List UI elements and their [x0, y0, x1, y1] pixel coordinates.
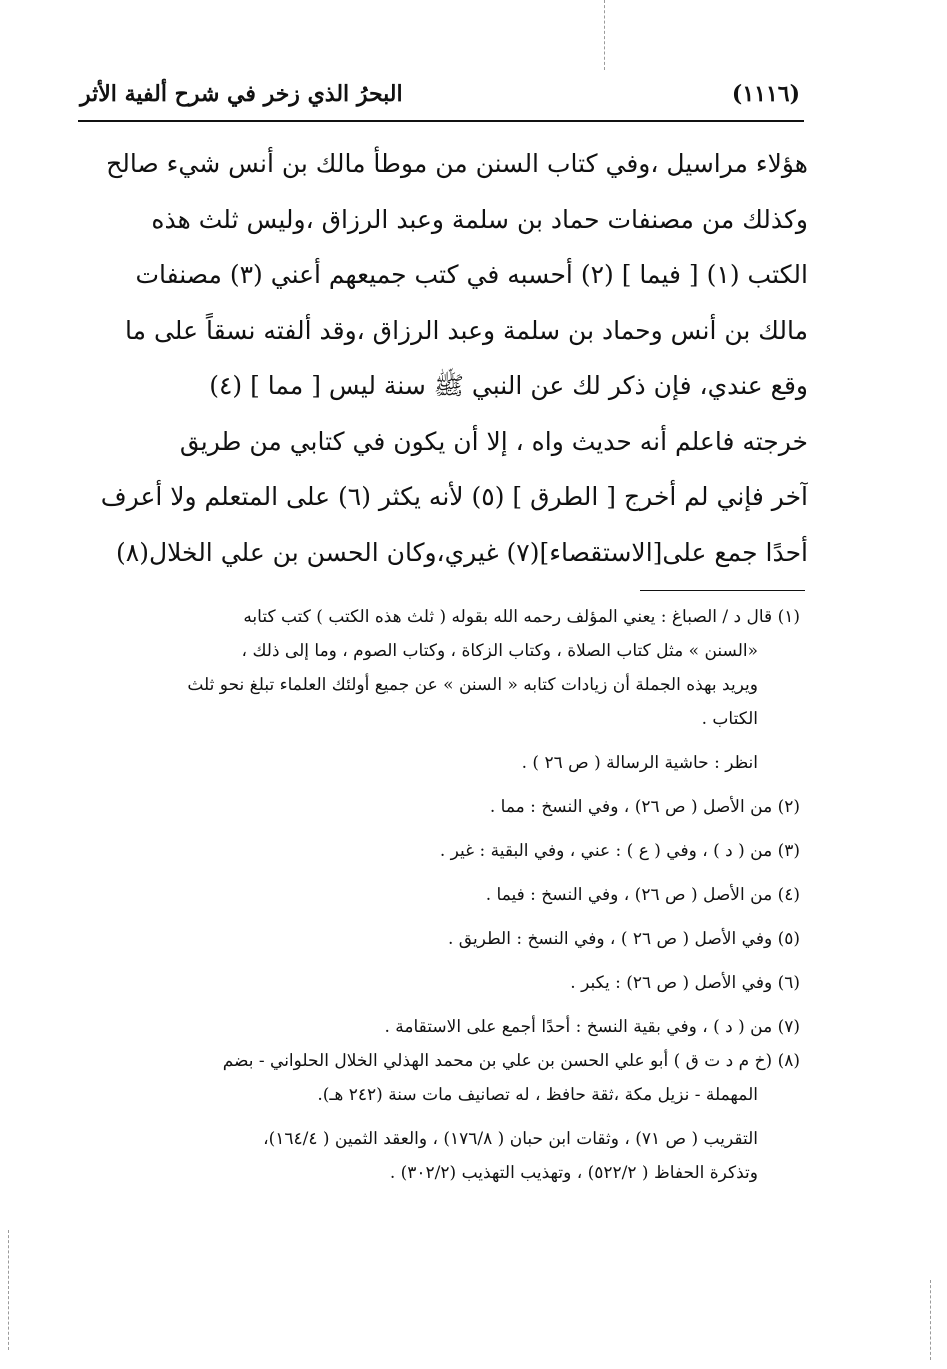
main-text-line: أحدًا جمع على[الاستقصاء](٧) غيري،وكان الحسن بن علي الخلال(٨): [116, 537, 808, 567]
footnote-line: (٦) وفي الأصل ( ص ٢٦) : يكبر .: [570, 973, 800, 993]
header-rule: [78, 120, 804, 122]
footnote-line: التقريب ( ص ٧١) ، وثقات ابن حبان ( ١٧٦/٨) ، والعقد الثمين ( ١٦٤/٤)،: [263, 1129, 758, 1149]
main-text: [70, 136, 808, 580]
main-text-line: هؤلاء مراسيل ،وفي كتاب السنن من موطأ مالك بن أنس شيء صالح: [106, 149, 808, 178]
scan-artifact: [8, 1230, 9, 1350]
footnote-line: (٤) من الأصل ( ص ٢٦) ، وفي النسخ : فيما .: [485, 885, 800, 905]
footnote-line: ويريد بهذه الجملة أن زيادات كتابه « السنن » عن جميع أولئك العلماء تبلغ نحو ثلث: [187, 675, 758, 695]
footnotes: [80, 600, 800, 1190]
footnote-line: (٣) من ( د ) ، وفي ( ع ) : عني ، وفي البقية : غير .: [439, 841, 800, 861]
running-title: البحرُ الذي زخر في شرح ألفية الأثر: [80, 81, 403, 107]
footnote-line: وتذكرة الحفاظ ( ٥٢٢/٢) ، وتهذيب التهذيب (٣٠٢/٢) .: [389, 1163, 758, 1183]
footnote-line: المهملة - نزيل مكة ،ثقة حافظ ، له تصانيف مات سنة (٢٤٢ هـ).: [317, 1085, 758, 1105]
page-number: (١١١٦): [731, 81, 800, 107]
main-text-line: الكتب (١) [ فيما ] (٢) أحسبه في كتب جميعهم أعني (٣) مصنفات: [135, 260, 808, 289]
main-text-line: وكذلك من مصنفات حماد بن سلمة وعبد الرزاق ،وليس ثلث هذه: [151, 204, 808, 234]
scan-artifact: [604, 0, 605, 70]
footnote-line: الكتاب .: [701, 709, 758, 729]
scan-artifact: [930, 1280, 931, 1360]
footnote-line: (٨) (خ م د ت ق ) أبو علي الحسن بن علي بن محمد الهذلي الخلال الحلواني - بضم: [222, 1051, 800, 1071]
main-text-line: مالك بن أنس وحماد بن سلمة وعبد الرزاق ،وقد ألفته نسقاً على ما: [125, 315, 808, 345]
footnote-separator: [640, 590, 805, 591]
footnote-line: «السنن » مثل كتاب الصلاة ، وكتاب الزكاة ، وكتاب الصوم ، وما إلى ذلك ،: [241, 641, 758, 661]
footnote-line: (١) قال د / الصباغ : يعني المؤلف رحمه الله بقوله ( ثلث هذه الكتب ) كتب كتابه: [243, 607, 800, 627]
footnote-line: (٧) من ( د ) ، وفي بقية النسخ : أحدًا أجمع على الاستقامة .: [384, 1017, 800, 1037]
main-text-line: وقع عندي، فإن ذكر لك عن النبي ﷺ سنة ليس [ مما ] (٤): [209, 371, 808, 400]
footnote-line: (٥) وفي الأصل ( ص ٢٦ ) ، وفي النسخ : الطريق .: [447, 929, 800, 949]
footnote-line: (٢) من الأصل ( ص ٢٦) ، وفي النسخ : مما .: [489, 797, 800, 817]
main-text-line: خرجته فاعلم أنه حديث واه ، إلا أن يكون في كتابي من طريق: [179, 426, 808, 456]
footnote-line: انظر : حاشية الرسالة ( ص ٢٦ ) .: [521, 753, 758, 773]
page-header: [80, 72, 800, 116]
main-text-line: آخر فإني لم أخرج [ الطرق ] (٥) لأنه يكثر (٦) على المتعلم ولا أعرف: [100, 482, 808, 511]
